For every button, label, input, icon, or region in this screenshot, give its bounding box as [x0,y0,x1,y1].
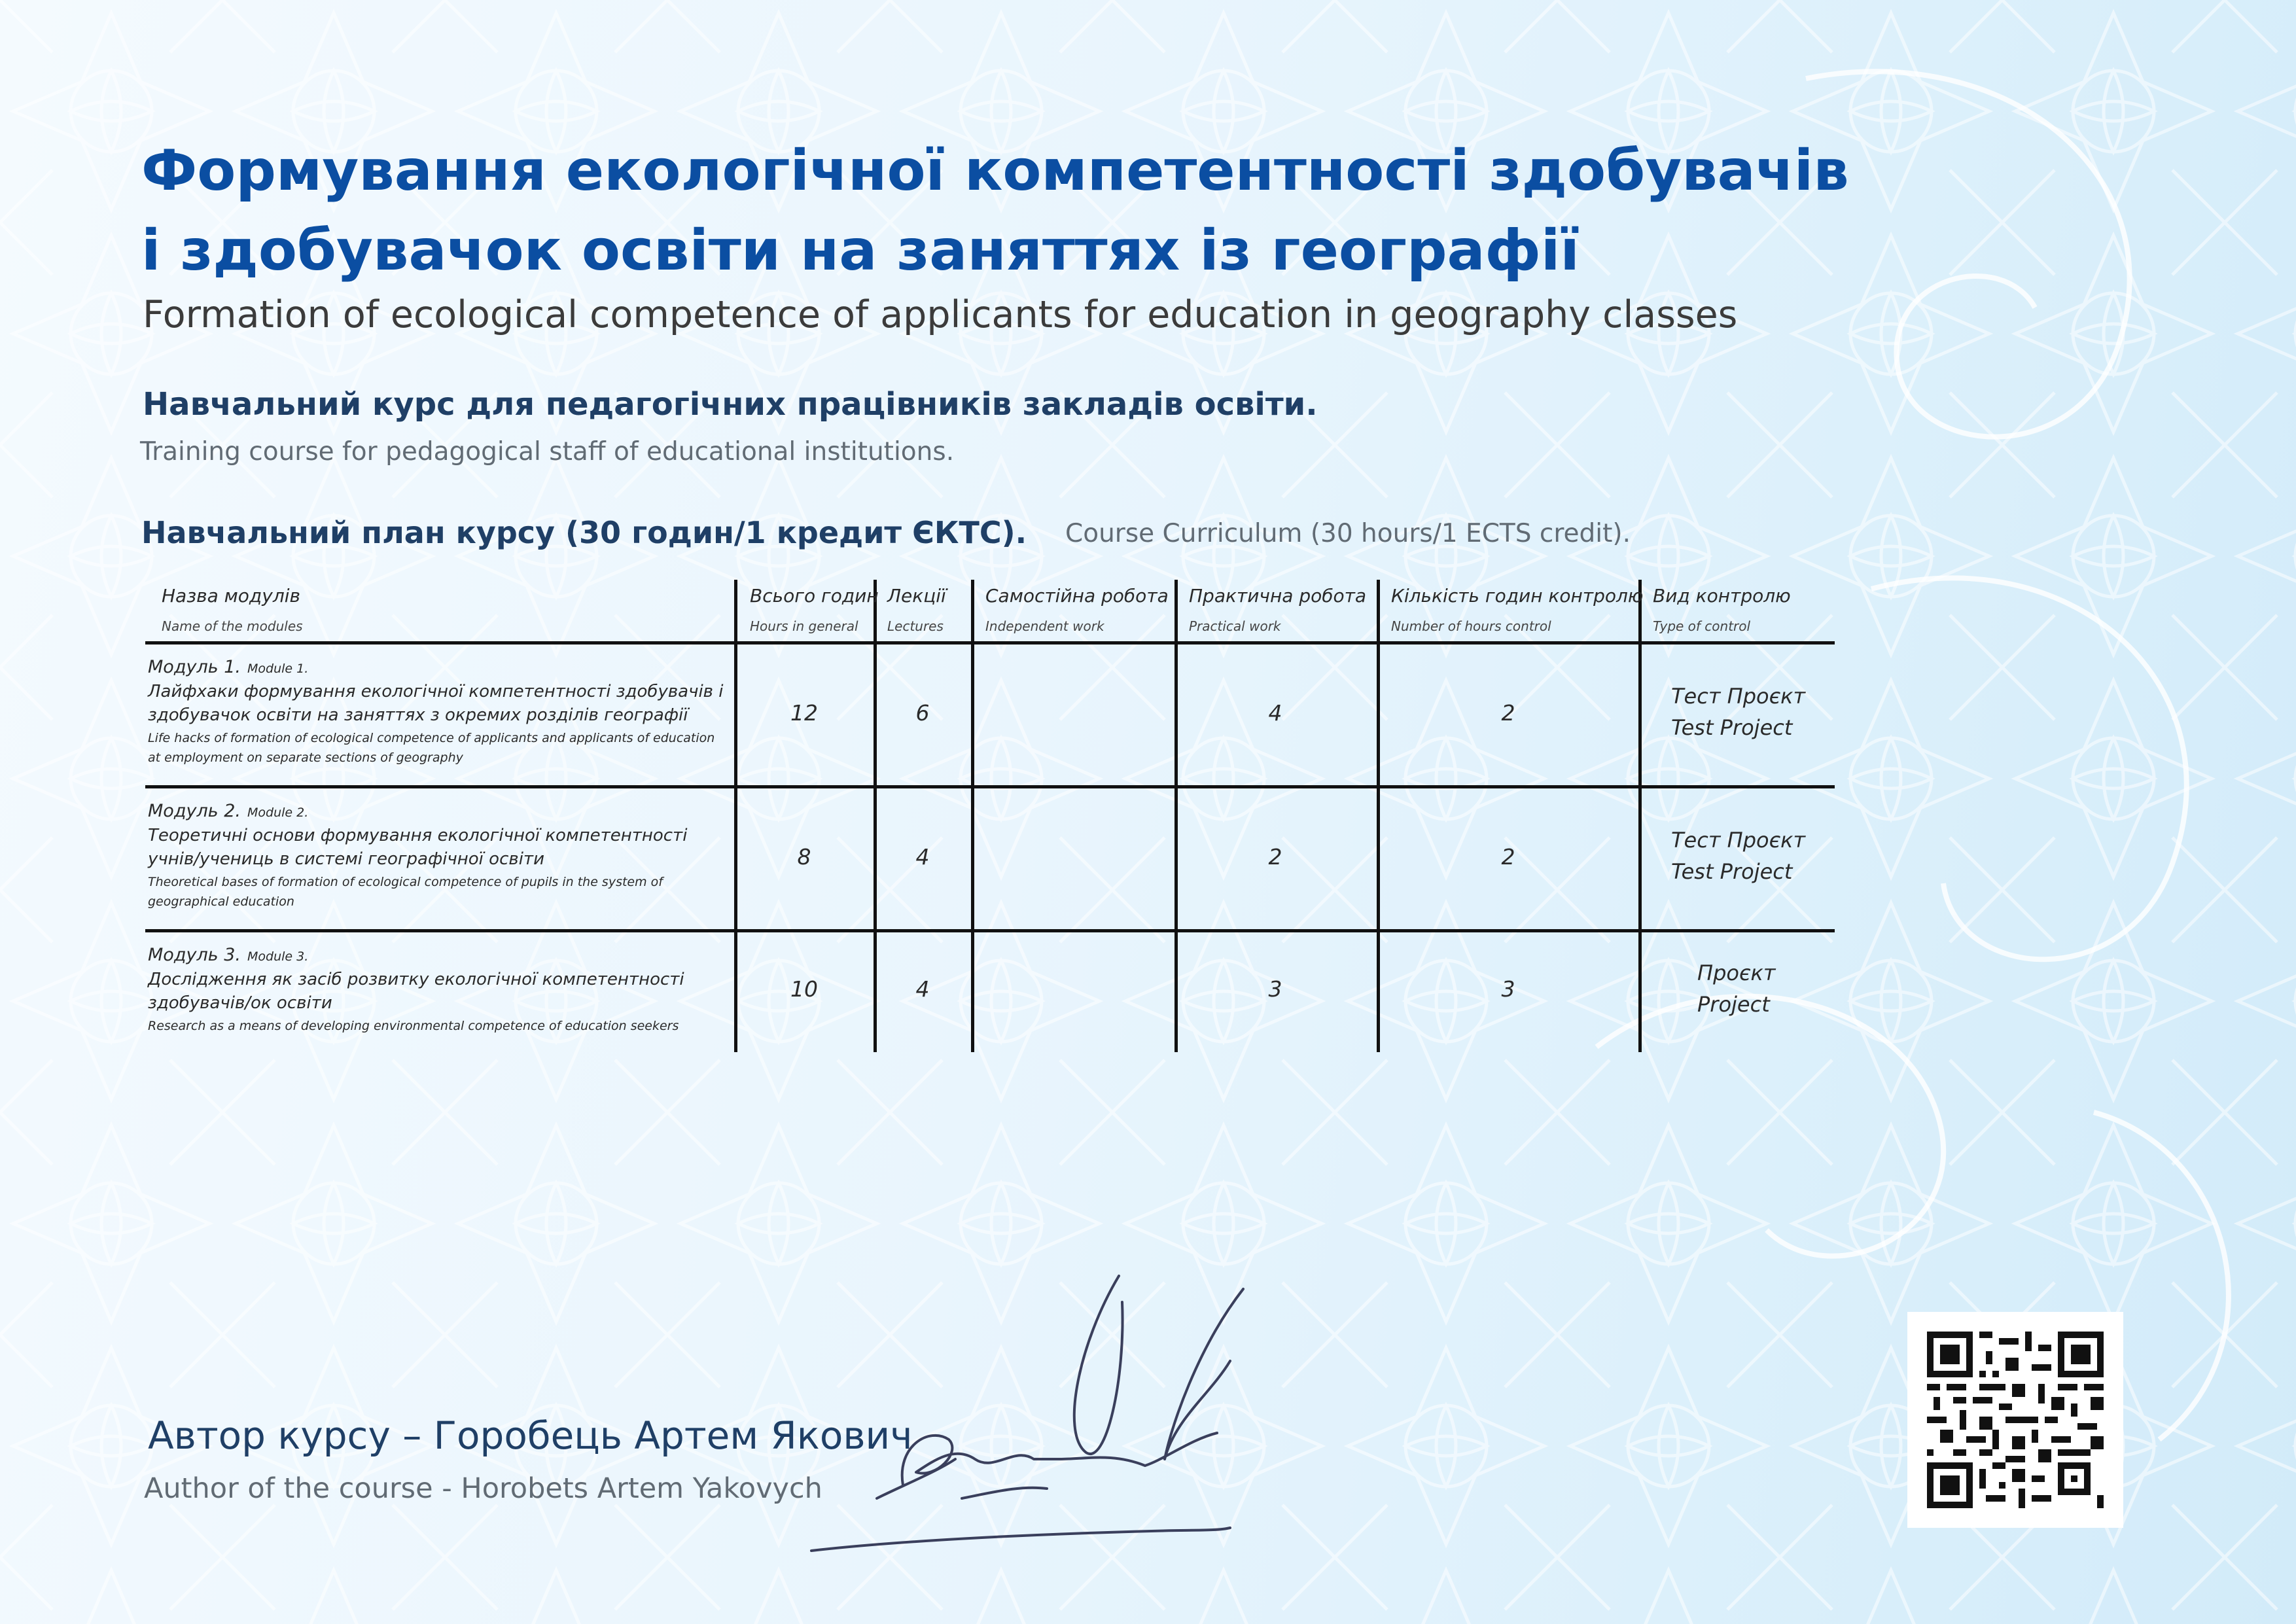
header-control-hours [1391,585,1644,634]
header-label-ua: Практична робота [1189,585,1367,607]
module-3-practical: 3 [1268,976,1282,1002]
module-2-lectures: 4 [915,844,930,870]
module-name-ua: Лайфхаки формування екологічної компетентності здобувачів і здобувачок освіти на заняттях з окремих розділів географії [148,682,724,725]
module-1-cell [148,657,730,768]
module-2-control-hours: 2 [1501,844,1515,870]
module-3-total-hours: 10 [790,976,818,1002]
header-label-en: Independent work [985,618,1104,634]
header-label-ua: Кількість годин контролю [1391,585,1644,607]
course-title-line-1: Формування екологічної компетентності здобувачів [141,138,1849,203]
header-label-ua: Лекції [887,585,946,607]
row-divider [145,785,1835,788]
header-label-en: Hours in general [750,618,858,634]
module-2-cell [148,801,730,911]
qr-code-icon [1927,1332,2104,1508]
column-divider [1174,580,1178,1052]
control-type-ua: Проєкт [1697,961,1776,985]
module-1-control-hours: 2 [1501,700,1515,726]
header-control-type [1653,585,1791,634]
header-label-en: Lectures [887,618,944,634]
module-name-ua: Дослідження як засіб розвитку екологічної компетентності здобувачів/ок освіти [148,970,684,1013]
module-1-control-type [1671,680,1805,743]
header-label-en: Type of control [1653,618,1751,634]
header-total-hours [750,585,879,634]
module-name-en: Life hacks of formation of ecological competence of applicants and applicants of education at employment on separate sections of geography [148,731,715,765]
curriculum-heading-ua: Навчальний план курсу (30 годин/1 кредит ЄКТС). [141,515,1027,550]
module-label-en: Module 2. [247,805,309,820]
column-divider [1638,580,1642,1052]
course-title-line-2: і здобувачок освіти на заняттях із географії [141,218,1580,283]
module-3-control-type [1697,957,1775,1020]
module-1-lectures: 6 [915,700,930,726]
module-1-total-hours: 12 [790,700,818,726]
course-description-en: Training course for pedagogical staff of educational institutions. [140,437,955,467]
header-label-en: Practical work [1189,618,1281,634]
signature-graphic [798,1263,1269,1564]
column-divider [1377,580,1380,1052]
curriculum-table [145,576,1835,1053]
module-2-practical: 2 [1268,844,1282,870]
control-type-ua: Тест Проєкт [1671,684,1806,709]
header-label-ua: Всього годин [750,585,879,607]
header-label-ua: Вид контролю [1653,585,1791,607]
course-description-ua: Навчальний курс для педагогічних працівників закладів освіти. [143,386,1318,423]
course-title-english: Formation of ecological competence of applicants for education in geography classes [143,293,1738,336]
module-1-practical: 4 [1268,700,1282,726]
module-label-en: Module 1. [247,662,309,676]
curriculum-heading-en: Course Curriculum (30 hours/1 ECTS credit). [1065,519,1631,548]
module-label-en: Module 3. [247,949,309,964]
module-label-ua: Модуль 1. [148,657,241,677]
header-label-ua: Назва модулів [162,585,301,607]
row-divider [145,929,1835,932]
header-label-en: Number of hours control [1391,618,1551,634]
module-name-en: Theoretical bases of formation of ecological competence of pupils in the system of geographical education [148,875,663,909]
control-type-en: Test Project [1671,859,1793,884]
header-practical-work [1189,585,1366,634]
header-module-name [162,585,303,634]
control-type-ua: Тест Проєкт [1671,828,1806,853]
module-name-en: Research as a means of developing environmental competence of education seekers [148,1019,679,1033]
module-3-cell [148,945,730,1036]
qr-code-panel [1907,1312,2123,1528]
module-name-ua: Теоретичні основи формування екологічної компетентності учнів/учениць в системі географічної освіти [148,826,688,869]
row-divider [145,641,1835,644]
header-label-ua: Самостійна робота [985,585,1169,607]
module-3-control-hours: 3 [1501,976,1515,1002]
control-type-en: Test Project [1671,715,1793,740]
header-lectures [887,585,946,634]
module-2-total-hours: 8 [797,844,811,870]
column-divider [734,580,737,1052]
module-2-control-type [1671,824,1805,887]
author-name-ua: Автор курсу – Горобець Артем Якович [148,1413,913,1458]
course-title [141,131,1908,291]
header-label-en: Name of the modules [162,618,303,634]
module-label-ua: Модуль 3. [148,945,241,965]
author-name-en: Author of the course - Horobets Artem Yakovych [144,1472,822,1505]
module-label-ua: Модуль 2. [148,801,241,821]
module-3-lectures: 4 [915,976,930,1002]
control-type-en: Project [1697,992,1770,1017]
header-independent-work [985,585,1169,634]
column-divider [874,580,877,1052]
column-divider [971,580,974,1052]
